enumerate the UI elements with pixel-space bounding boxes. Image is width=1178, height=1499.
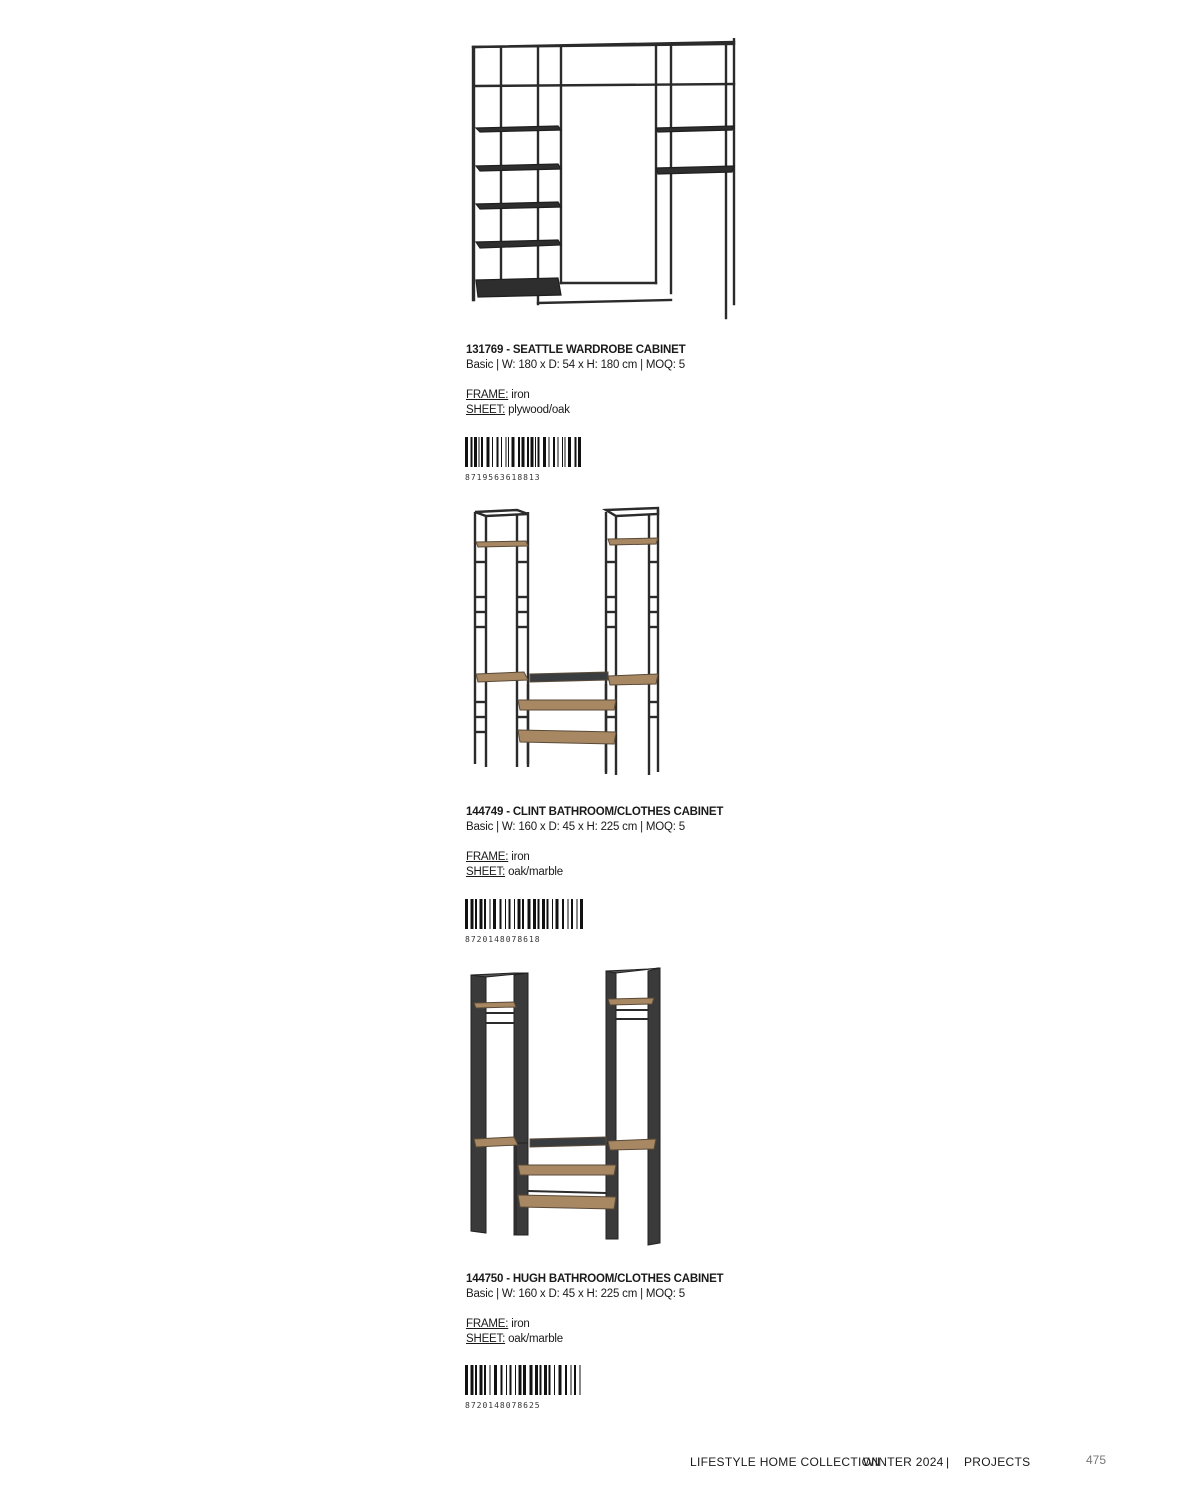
barcode-bar bbox=[519, 1365, 522, 1395]
barcode-bar bbox=[528, 899, 531, 929]
barcode-bar bbox=[515, 1365, 516, 1395]
barcode-bar bbox=[501, 437, 502, 467]
barcode-bar bbox=[518, 899, 521, 929]
ean-number: 8719563618813 bbox=[465, 473, 541, 482]
barcode-bar bbox=[575, 437, 577, 467]
barcode-bar bbox=[512, 437, 515, 467]
barcode-bar bbox=[506, 1365, 507, 1395]
barcode-bar bbox=[549, 437, 550, 467]
barcode-bar bbox=[497, 437, 499, 467]
barcode-bar bbox=[574, 1365, 576, 1395]
footer-collection: LIFESTYLE HOME COLLECTION bbox=[690, 1455, 881, 1469]
barcode-bar bbox=[535, 437, 536, 467]
barcode-bar bbox=[562, 899, 564, 929]
barcode-bar bbox=[465, 899, 468, 929]
barcode-bar bbox=[490, 1365, 491, 1395]
barcode-bar bbox=[552, 899, 553, 929]
barcode-bar bbox=[578, 437, 581, 467]
sheet-label: SHEET: bbox=[466, 1333, 506, 1345]
barcode-bar bbox=[484, 1365, 486, 1395]
sheet-value: oak/marble bbox=[508, 1333, 563, 1345]
product-specs: Basic | W: 160 x D: 45 x H: 225 cm | MOQ: 5 bbox=[466, 1288, 685, 1300]
barcode-bar bbox=[471, 437, 473, 467]
barcode-bar bbox=[493, 899, 496, 929]
barcode-bar bbox=[531, 437, 534, 467]
barcode-bar bbox=[558, 437, 559, 467]
footer-season: WINTER 2024 bbox=[863, 1455, 944, 1469]
barcode-bar bbox=[487, 437, 490, 467]
sheet-value: plywood/oak bbox=[508, 404, 570, 416]
product-specs: Basic | W: 180 x D: 54 x H: 180 cm | MOQ: 5 bbox=[466, 359, 685, 371]
barcode-bar bbox=[465, 1365, 468, 1395]
sheet-label: SHEET: bbox=[466, 404, 506, 416]
barcode-bar bbox=[568, 899, 569, 929]
barcode-bar bbox=[523, 1365, 526, 1395]
barcode-bar bbox=[559, 1365, 562, 1395]
barcode-bar bbox=[543, 437, 546, 467]
barcode-bar bbox=[522, 899, 524, 929]
barcode-bar bbox=[580, 1365, 581, 1395]
footer-separator: | bbox=[946, 1455, 950, 1469]
ean-number: 8720148078625 bbox=[465, 1401, 541, 1410]
barcode-bar bbox=[494, 1365, 497, 1395]
barcode-bar bbox=[533, 899, 536, 929]
frame-label: FRAME: bbox=[466, 389, 509, 401]
barcode-bar bbox=[562, 437, 563, 467]
frame-label: FRAME: bbox=[466, 851, 509, 863]
barcode-bar bbox=[530, 1365, 533, 1395]
seattle-wardrobe-image bbox=[466, 38, 746, 323]
barcode-bar bbox=[565, 1365, 567, 1395]
frame-value: iron bbox=[511, 1318, 530, 1330]
footer-section: PROJECTS bbox=[964, 1455, 1031, 1469]
barcode-bar bbox=[535, 1365, 538, 1395]
frame-label: FRAME: bbox=[466, 1318, 509, 1330]
barcode-bar bbox=[480, 899, 483, 929]
product-name: CLINT BATHROOM/CLOTHES CABINET bbox=[512, 806, 724, 818]
barcode-bar bbox=[506, 437, 507, 467]
barcode-bar bbox=[475, 899, 477, 929]
product-title: 131769 - SEATTLE WARDROBE CABINET bbox=[466, 344, 686, 356]
product-code: 144749 bbox=[466, 806, 504, 818]
sheet-value: oak/marble bbox=[508, 866, 563, 878]
barcode-bar bbox=[554, 1365, 555, 1395]
barcode-bar bbox=[522, 437, 525, 467]
barcode-bar bbox=[465, 437, 468, 467]
barcode-bar bbox=[547, 899, 549, 929]
sheet-material bbox=[466, 404, 570, 416]
barcode-bar bbox=[471, 899, 474, 929]
barcode-bar bbox=[480, 1365, 483, 1395]
barcode-bar bbox=[514, 899, 515, 929]
barcode-bar bbox=[471, 1365, 474, 1395]
barcode-bar bbox=[474, 437, 477, 467]
product-title: 144750 - HUGH BATHROOM/CLOTHES CABINET bbox=[466, 1273, 724, 1285]
ean-number: 8720148078618 bbox=[465, 935, 541, 944]
product-name: HUGH BATHROOM/CLOTHES CABINET bbox=[512, 1273, 724, 1285]
product-specs: Basic | W: 160 x D: 45 x H: 225 cm | MOQ: 5 bbox=[466, 821, 685, 833]
barcode-bar bbox=[501, 1365, 503, 1395]
barcode-bar bbox=[492, 437, 493, 467]
barcode-bar bbox=[553, 437, 555, 467]
barcode-bar bbox=[571, 899, 573, 929]
barcode bbox=[465, 437, 585, 467]
frame-material bbox=[466, 389, 530, 401]
barcode-bar bbox=[556, 899, 559, 929]
sheet-label: SHEET: bbox=[466, 866, 506, 878]
product-code: 144750 bbox=[466, 1273, 504, 1285]
barcode-bar bbox=[542, 899, 545, 929]
barcode-bar bbox=[509, 899, 511, 929]
frame-value: iron bbox=[511, 389, 530, 401]
barcode-bar bbox=[577, 899, 578, 929]
sheet-material bbox=[466, 866, 563, 878]
barcode-bar bbox=[505, 899, 506, 929]
clint-cabinet-image bbox=[466, 502, 666, 782]
product-code: 131769 bbox=[466, 344, 504, 356]
barcode-bar bbox=[549, 1365, 551, 1395]
barcode-bar bbox=[475, 1365, 477, 1395]
barcode-bar bbox=[481, 437, 483, 467]
barcode bbox=[465, 899, 585, 929]
barcode-bar bbox=[484, 899, 486, 929]
frame-material bbox=[466, 851, 530, 863]
barcode-bar bbox=[544, 1365, 547, 1395]
barcode-bar bbox=[571, 1365, 572, 1395]
frame-value: iron bbox=[511, 851, 530, 863]
barcode-bar bbox=[565, 437, 566, 467]
barcode-bar bbox=[580, 899, 583, 929]
barcode-bar bbox=[479, 437, 480, 467]
page-number: 475 bbox=[1086, 1453, 1107, 1467]
barcode-bar bbox=[490, 899, 491, 929]
barcode-bar bbox=[510, 1365, 512, 1395]
barcode-bar bbox=[540, 1365, 542, 1395]
product-name: SEATTLE WARDROBE CABINET bbox=[512, 344, 686, 356]
barcode-bar bbox=[500, 899, 502, 929]
barcode bbox=[465, 1365, 585, 1395]
hugh-cabinet-image bbox=[466, 963, 666, 1248]
barcode-bar bbox=[538, 437, 540, 467]
frame-material bbox=[466, 1318, 530, 1330]
barcode-bar bbox=[518, 437, 520, 467]
barcode-bar bbox=[508, 437, 509, 467]
barcode-bar bbox=[568, 437, 571, 467]
barcode-bar bbox=[538, 899, 540, 929]
barcode-bar bbox=[527, 437, 529, 467]
sheet-material bbox=[466, 1333, 563, 1345]
product-title: 144749 - CLINT BATHROOM/CLOTHES CABINET bbox=[466, 806, 724, 818]
